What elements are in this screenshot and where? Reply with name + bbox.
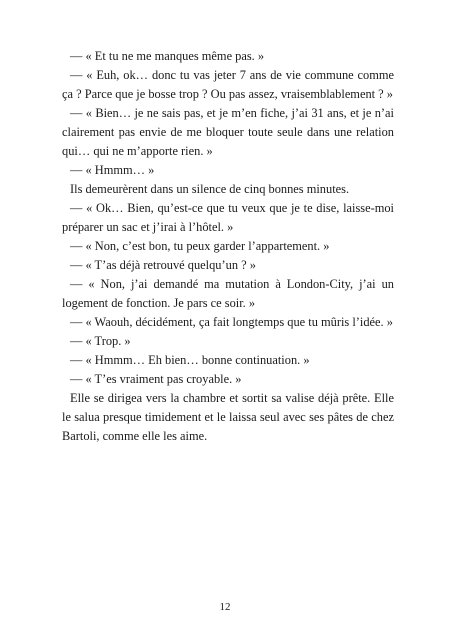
paragraph: — « Hmmm… » <box>70 163 155 177</box>
paragraph: — « Non, c’est bon, tu peux garder l’appartement. » <box>70 239 330 253</box>
page-body <box>62 47 394 446</box>
page-number: 12 <box>219 601 231 613</box>
paragraph: — « Bien… je ne sais pas, et je m’en fiche, j’ai 31 ans, et je n’ai clairement pas envie de me bloquer toute seule dans une relation qui… qui ne m’apporte rien. » <box>62 106 394 158</box>
paragraph: — « T’as déjà retrouvé quelqu’un ? » <box>70 258 256 272</box>
paragraph: Ils demeurèrent dans un silence de cinq bonnes minutes. <box>70 182 350 196</box>
paragraph: Elle se dirigea vers la chambre et sortit sa valise déjà prête. Elle le salua presque timidement et le laissa seul avec ses pâtes de chez Bartoli, comme elle les aime. <box>62 391 394 443</box>
paragraph: — « Non, j’ai demandé ma mutation à London-City, j’ai un logement de fonction. Je pars ce soir. » <box>62 277 394 310</box>
paragraph: — « Euh, ok… donc tu vas jeter 7 ans de vie commune comme ça ? Parce que je bosse trop ? Ou pas assez, vraisemblablement ? » <box>62 68 394 101</box>
paragraph: — « T’es vraiment pas croyable. » <box>70 372 242 386</box>
paragraph: — « Trop. » <box>70 334 131 348</box>
paragraph: — « Hmmm… Eh bien… bonne continuation. » <box>70 353 310 367</box>
paragraph: — « Et tu ne me manques même pas. » <box>70 49 265 63</box>
paragraph: — « Ok… Bien, qu’est-ce que tu veux que je te dise, laisse-moi préparer un sac et j’irai à l’hôtel. » <box>62 201 394 234</box>
paragraph: — « Waouh, décidément, ça fait longtemps que tu mûris l’idée. » <box>70 315 393 329</box>
